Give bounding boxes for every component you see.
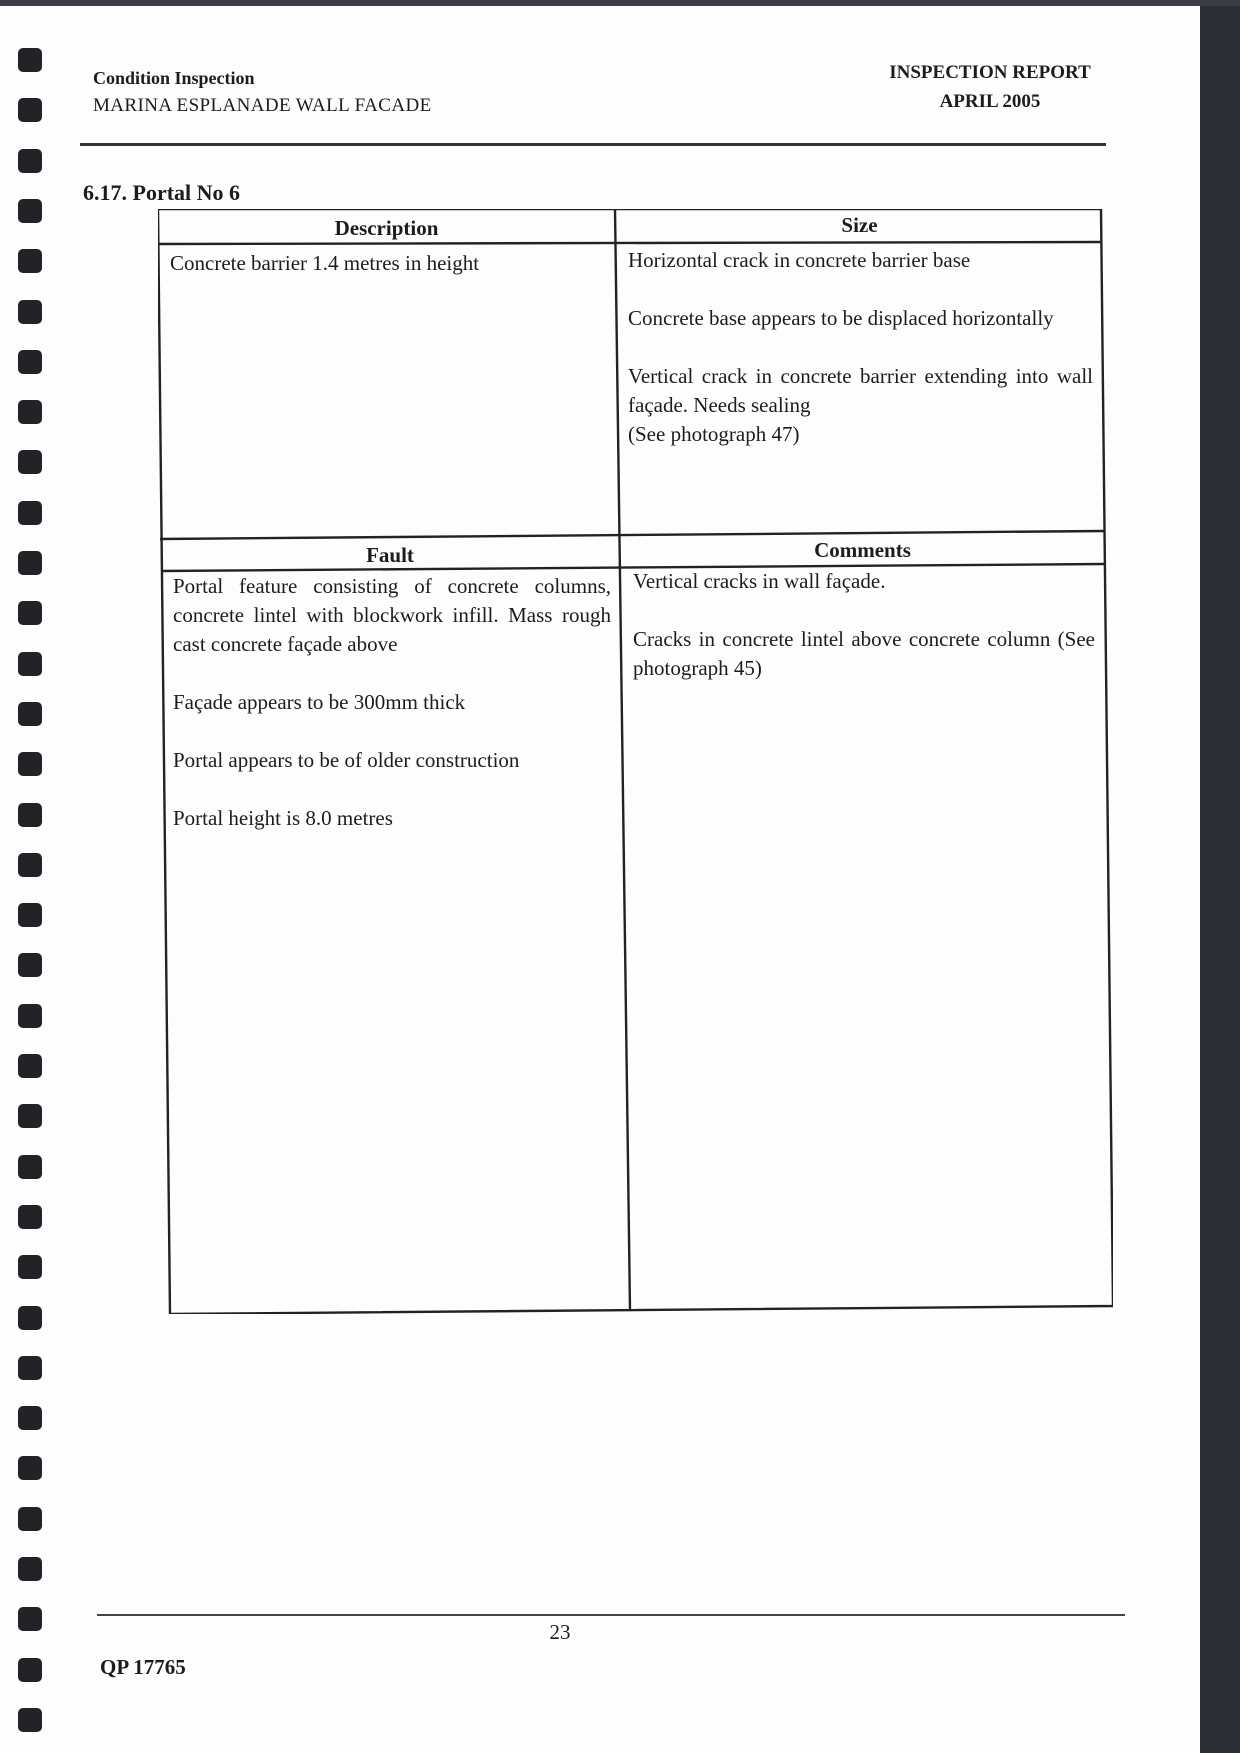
binding-hole	[18, 199, 42, 223]
inspection-table	[158, 209, 1113, 1314]
comments-cell	[633, 567, 1095, 712]
size-cell	[628, 246, 1093, 478]
binding-hole	[18, 1104, 42, 1128]
document-header-left	[93, 64, 432, 120]
size-header: Size	[841, 213, 878, 237]
binding-hole	[18, 1255, 42, 1279]
binding-hole	[18, 752, 42, 776]
description-text: Concrete barrier 1.4 metres in height	[170, 251, 480, 275]
binding-hole	[18, 1205, 42, 1229]
binding-hole	[18, 350, 42, 374]
binding-hole	[18, 953, 42, 977]
binding-hole	[18, 149, 42, 173]
header-title-line2: MARINA ESPLANADE WALL FACADE	[93, 95, 432, 116]
fault-text-3: Portal appears to be of older construction	[173, 748, 520, 772]
binding-hole	[18, 1054, 42, 1078]
size-text-1: Horizontal crack in concrete barrier base	[628, 248, 971, 272]
section-title: 6.17. Portal No 6	[83, 180, 241, 205]
fault-header: Fault	[366, 543, 414, 567]
binding-hole	[18, 1607, 42, 1631]
fault-text-2: Façade appears to be 300mm thick	[173, 690, 466, 714]
binding-hole	[18, 551, 42, 575]
comments-text-2: Cracks in concrete lintel above concrete column (See photograph 45)	[633, 627, 1095, 680]
header-report-type: INSPECTION REPORT	[889, 62, 1091, 83]
header-report-date: APRIL 2005	[939, 91, 1041, 112]
fault-cell	[173, 572, 611, 862]
binding-hole	[18, 48, 42, 72]
binding-hole	[18, 501, 42, 525]
binding-hole	[18, 1456, 42, 1480]
fault-text-4: Portal height is 8.0 metres	[173, 806, 393, 830]
binding-hole	[18, 601, 42, 625]
binding-hole	[18, 1708, 42, 1732]
comments-text-1: Vertical cracks in wall façade.	[633, 569, 886, 593]
description-header: Description	[334, 216, 439, 240]
comments-header: Comments	[814, 538, 911, 562]
binding-hole	[18, 652, 42, 676]
binding-hole	[18, 1155, 42, 1179]
binding-hole	[18, 853, 42, 877]
binding-hole	[18, 1306, 42, 1330]
document-code: QP 17765	[100, 1655, 186, 1679]
binding-hole	[18, 1507, 42, 1531]
binding-hole	[18, 803, 42, 827]
size-text-3: Vertical crack in concrete barrier extending into wall façade. Needs sealing	[628, 364, 1093, 417]
footer-divider	[97, 1614, 1125, 1616]
header-divider	[80, 143, 1106, 146]
binding-hole	[18, 1004, 42, 1028]
binding-hole	[18, 1557, 42, 1581]
binding-hole	[18, 249, 42, 273]
description-cell	[170, 249, 605, 307]
binding-hole	[18, 1356, 42, 1380]
header-title-line1: Condition Inspection	[93, 68, 255, 88]
spiral-binding	[18, 40, 44, 1740]
binding-hole	[18, 1406, 42, 1430]
binding-hole	[18, 702, 42, 726]
binding-hole	[18, 1658, 42, 1682]
page-number: 23	[549, 1620, 571, 1644]
binding-hole	[18, 98, 42, 122]
binding-hole	[18, 450, 42, 474]
size-text-2: Concrete base appears to be displaced horizontally	[628, 306, 1054, 330]
binding-hole	[18, 903, 42, 927]
fault-text-1: Portal feature consisting of concrete columns, concrete lintel with blockwork infill. Mass rough cast concrete façade above	[173, 574, 611, 656]
binding-hole	[18, 400, 42, 424]
size-text-4: (See photograph 47)	[628, 422, 800, 446]
document-header-right	[880, 58, 1100, 116]
binding-hole	[18, 300, 42, 324]
